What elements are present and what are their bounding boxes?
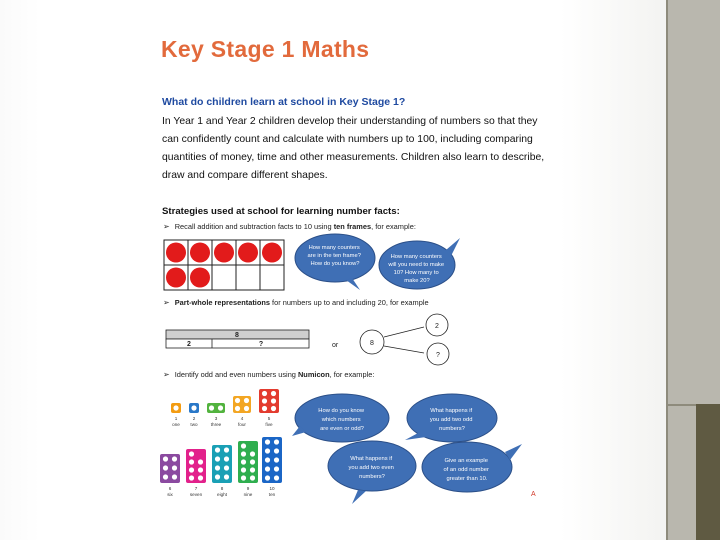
numicon-number: 4 — [240, 416, 244, 421]
numicon-labels-top — [172, 416, 273, 427]
numicon-word: five — [265, 422, 273, 427]
numicon-word: three — [210, 422, 222, 427]
bullet-text-end: , for example: — [371, 222, 416, 231]
numicon-number: 5 — [267, 416, 271, 421]
numicon-set-six-to-ten — [160, 437, 282, 483]
numicon-number: 7 — [194, 486, 198, 491]
whole-value: 8 — [370, 340, 374, 347]
bullet-text: Recall addition and subtraction facts to 10 using — [174, 222, 334, 231]
ten-frame — [164, 240, 284, 290]
bullet-bold: Numicon — [297, 370, 330, 379]
bullet-arrow: ➢ — [163, 298, 170, 307]
svg-text:How do you know which nu: How do you know which numbers are even or odd? — [318, 408, 365, 432]
speech-bubble — [422, 442, 522, 492]
numicon-word: six — [167, 492, 173, 497]
numicon-number: 8 — [220, 486, 224, 491]
svg-text:Give an example of an od: Give an example of an odd number greater than 10. — [443, 458, 489, 482]
numicon-number: 6 — [168, 486, 172, 491]
numicon-number: 2 — [192, 416, 196, 421]
bar-model — [166, 330, 309, 348]
part-whole-model — [360, 314, 449, 365]
svg-text:How many counters will y: How many counters will you need to make 10? How many to make 20? — [388, 254, 445, 284]
numicon-number: 3 — [214, 416, 218, 421]
svg-text:What happens if you add: What happens if you add two odd numbers? — [429, 408, 473, 432]
bullet-text-end: for numbers up to and including 20, for example — [269, 298, 429, 307]
question-heading: What do children learn at school in Key Stage 1? — [162, 96, 406, 108]
counter — [262, 243, 282, 263]
numicon-word: seven — [189, 492, 203, 497]
speech-bubble — [328, 441, 416, 504]
counter — [238, 243, 258, 263]
numicon-word: one — [172, 422, 180, 427]
speech-bubble — [292, 394, 389, 442]
strategies-heading: Strategies used at school for learning number facts: — [162, 206, 400, 217]
or-label: or — [332, 342, 339, 349]
part-value: 2 — [435, 323, 439, 330]
numicon-number: 1 — [174, 416, 178, 421]
numicon-number: 9 — [246, 486, 250, 491]
counter — [166, 268, 186, 288]
bullet-bold: Part-whole representations — [174, 298, 270, 307]
numicon-labels-bottom — [167, 486, 275, 497]
bar-whole-label: 8 — [235, 332, 239, 339]
bar-part-label: 2 — [187, 341, 191, 348]
corner-mark: A — [531, 491, 536, 498]
bar-part-label: ? — [258, 341, 264, 348]
svg-text:How many counters are in: How many counters are in the ten frame? How do you know? — [307, 245, 361, 267]
numicon-word: four — [238, 422, 246, 427]
intro-paragraph: In Year 1 and Year 2 children develop their understanding of numbers so that they can confidently count and calculate with numbers up to 100, including comparing quantities of money, time and other measurements. Children also learn to describe, draw and compare different shapes. — [162, 116, 545, 181]
counter — [190, 243, 210, 263]
speech-bubble — [295, 234, 375, 290]
bullet-text-end: , for example: — [329, 370, 375, 379]
slide-title: Key Stage 1 Maths — [161, 36, 370, 62]
counter — [190, 268, 210, 288]
numicon-word: ten — [268, 492, 276, 497]
part-value: ? — [436, 352, 440, 359]
svg-text:What happens if you add: What happens if you add two even numbers? — [348, 456, 394, 480]
bullet-arrow: ➢ — [163, 222, 170, 231]
bullet-bold: ten frames — [333, 222, 372, 231]
bullet-arrow: ➢ — [163, 370, 170, 379]
counter — [166, 243, 186, 263]
counter — [214, 243, 234, 263]
numicon-word: eight — [217, 492, 227, 497]
bullet-text: Identify odd and even numbers using — [174, 370, 298, 379]
speech-bubble — [405, 394, 497, 442]
speech-bubble — [379, 238, 460, 289]
numicon-set-one-to-five — [171, 389, 279, 413]
numicon-word: two — [190, 422, 198, 427]
numicon-word: nine — [243, 492, 253, 497]
numicon-number: 10 — [269, 486, 275, 491]
